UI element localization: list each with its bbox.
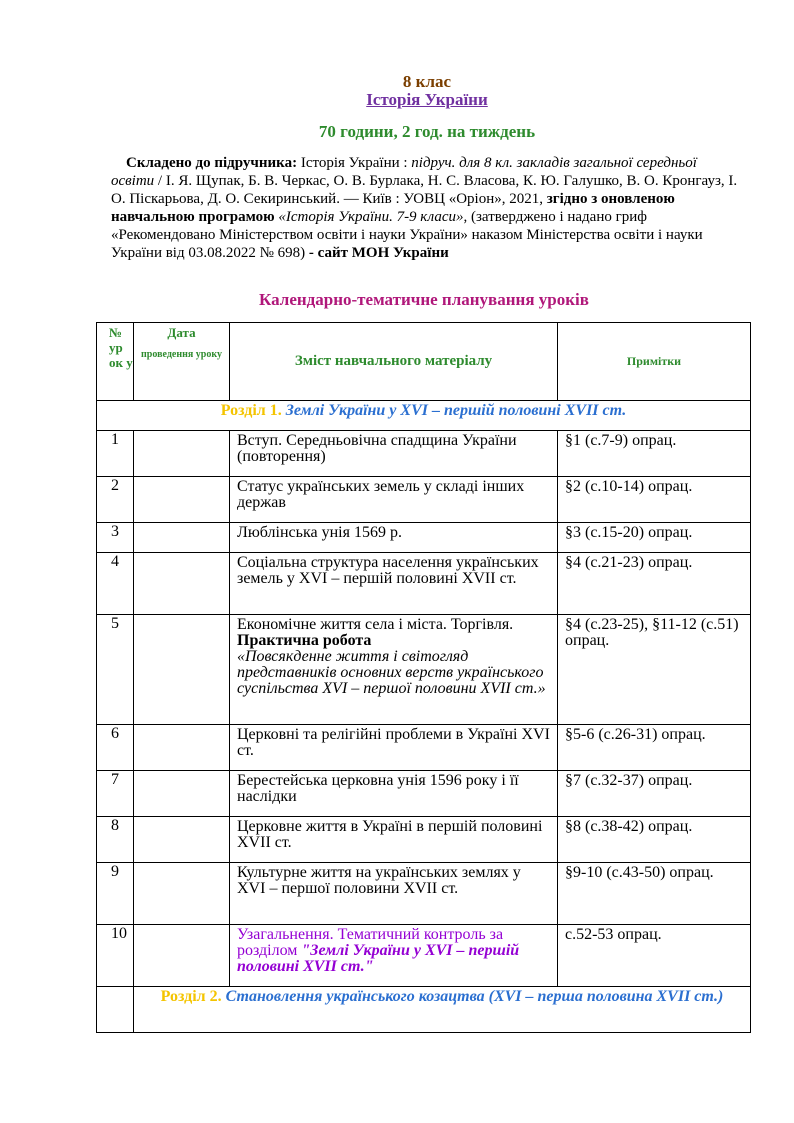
table-row [97, 817, 751, 863]
practical-work-title: «Повсякденне життя і світогляд представників основних верств українського суспільства XVI – першої половини XVII ст.» [237, 648, 546, 697]
lesson-num: 9 [97, 863, 134, 925]
lesson-date [134, 725, 230, 771]
header-date-sub: проведення уроку [141, 349, 222, 360]
intro-book-desc: підруч. для 8 кл. закладів загальної середньої освіти [111, 155, 697, 189]
summary-text: Узагальнення. Тематичний контроль за розділом [237, 926, 504, 959]
section-2-num-cell [97, 987, 134, 1033]
lesson-num: 4 [97, 553, 134, 615]
intro-label: Складено до підручника: [126, 155, 298, 171]
section-1-cell [97, 401, 751, 431]
lesson-topic [230, 615, 558, 725]
header-content: Зміст навчального матеріалу [230, 323, 558, 401]
lesson-topic: Церковне життя в Україні в першій половині XVII ст. [230, 817, 558, 863]
lesson-topic: Соціальна структура населення українських земель у XVI – першій половині XVII ст. [230, 553, 558, 615]
grade-title: 8 клас [402, 72, 452, 91]
table-row [97, 925, 751, 987]
section-2-label: Розділ 2. [160, 988, 222, 1005]
lesson-num: 2 [97, 477, 134, 523]
lesson-note: §5-6 (с.26-31) опрац. [558, 725, 751, 771]
lesson-topic: Статус українських земель у складі інших держав [230, 477, 558, 523]
lesson-date [134, 863, 230, 925]
lesson-note: §3 (с.15-20) опрац. [558, 523, 751, 553]
table-row [97, 553, 751, 615]
lesson-num: 3 [97, 523, 134, 553]
lesson-topic: Церковні та релігійні проблеми в Україні XVI ст. [230, 725, 558, 771]
header-date-label: Дата [167, 325, 196, 340]
intro-program: «Історія України. 7-9 класи» [274, 209, 464, 225]
lesson-note: §1 (с.7-9) опрац. [558, 431, 751, 477]
table-row [97, 863, 751, 925]
lesson-num: 7 [97, 771, 134, 817]
lesson-num: 1 [97, 431, 134, 477]
practical-work-label: Практична робота [237, 632, 372, 649]
lesson-note: §4 (с.21-23) опрац. [558, 553, 751, 615]
subject-title: Історія України [366, 90, 488, 109]
lesson-topic: Вступ. Середньовічна спадщина України (повторення) [230, 431, 558, 477]
lesson-date [134, 553, 230, 615]
lesson-note: §8 (с.38-42) опрац. [558, 817, 751, 863]
lesson-note: §4 (с.23-25), §11-12 (с.51) опрац. [558, 615, 751, 725]
lesson-note: §2 (с.10-14) опрац. [558, 477, 751, 523]
lesson-topic: Культурне життя на українських землях у XVI – першої половини XVII ст. [230, 863, 558, 925]
section-1-label: Розділ 1. [220, 402, 282, 419]
intro-authors: / І. Я. Щупак, Б. В. Черкас, О. В. Бурлака, Н. С. Власова, К. Ю. Галушко, В. О. Кронгауз, І. О. Піскарьова, Д. О. Секиринський. — Київ : УОВЦ «Оріон», 2021, [111, 173, 738, 207]
lesson-date [134, 477, 230, 523]
lesson-plan-table [96, 322, 751, 1033]
lesson-num: 6 [97, 725, 134, 771]
table-row [97, 725, 751, 771]
plan-caption: Календарно-тематичне планування уроків [259, 290, 589, 309]
lesson-note: §9-10 (с.43-50) опрац. [558, 863, 751, 925]
header-num: № ур ок у [97, 323, 134, 401]
section-2-title: Становлення українського козацтва (XVI – перша половина XVII ст.) [221, 988, 724, 1005]
header-date [134, 323, 230, 401]
header-notes: Примітки [558, 323, 751, 401]
lesson-date [134, 523, 230, 553]
textbook-reference [111, 154, 741, 262]
lesson-num: 5 [97, 615, 134, 725]
intro-site: - сайт МОН України [308, 245, 449, 261]
intro-approval: , (затверджено і надано гриф «Рекомендовано Міністерством освіти і науки України» наказом Міністерства освіти і науки України від 03.08.2022 № 698) [111, 209, 703, 261]
table-row [97, 431, 751, 477]
table-row [97, 523, 751, 553]
hours-line: 70 години, 2 год. на тиждень [318, 122, 536, 141]
lesson-topic [230, 925, 558, 987]
lesson-note: с.52-53 опрац. [558, 925, 751, 987]
lesson-num: 10 [97, 925, 134, 987]
section-1-title: Землі України у XVI – першій половині XVII ст. [281, 402, 627, 419]
summary-section-title: "Землі України у XVI – першій половині XVII ст." [237, 942, 520, 975]
lesson-date [134, 925, 230, 987]
lesson-topic-text: Економічне життя села і міста. Торгівля. [237, 616, 514, 633]
table-row [97, 771, 751, 817]
lesson-topic: Берестейська церковна унія 1596 року і її наслідки [230, 771, 558, 817]
lesson-date [134, 431, 230, 477]
lesson-date [134, 615, 230, 725]
intro-book: Історія України : [297, 155, 412, 171]
section-row [97, 401, 751, 431]
table-header-row [97, 323, 751, 401]
lesson-topic: Люблінська унія 1569 р. [230, 523, 558, 553]
lesson-num: 8 [97, 817, 134, 863]
intro-per: згідно з оновленою навчальною програмою [111, 191, 675, 225]
lesson-date [134, 817, 230, 863]
section-2-cell [134, 987, 751, 1033]
lesson-date [134, 771, 230, 817]
table-row [97, 615, 751, 725]
lesson-note: §7 (с.32-37) опрац. [558, 771, 751, 817]
section-row [97, 987, 751, 1033]
table-row [97, 477, 751, 523]
